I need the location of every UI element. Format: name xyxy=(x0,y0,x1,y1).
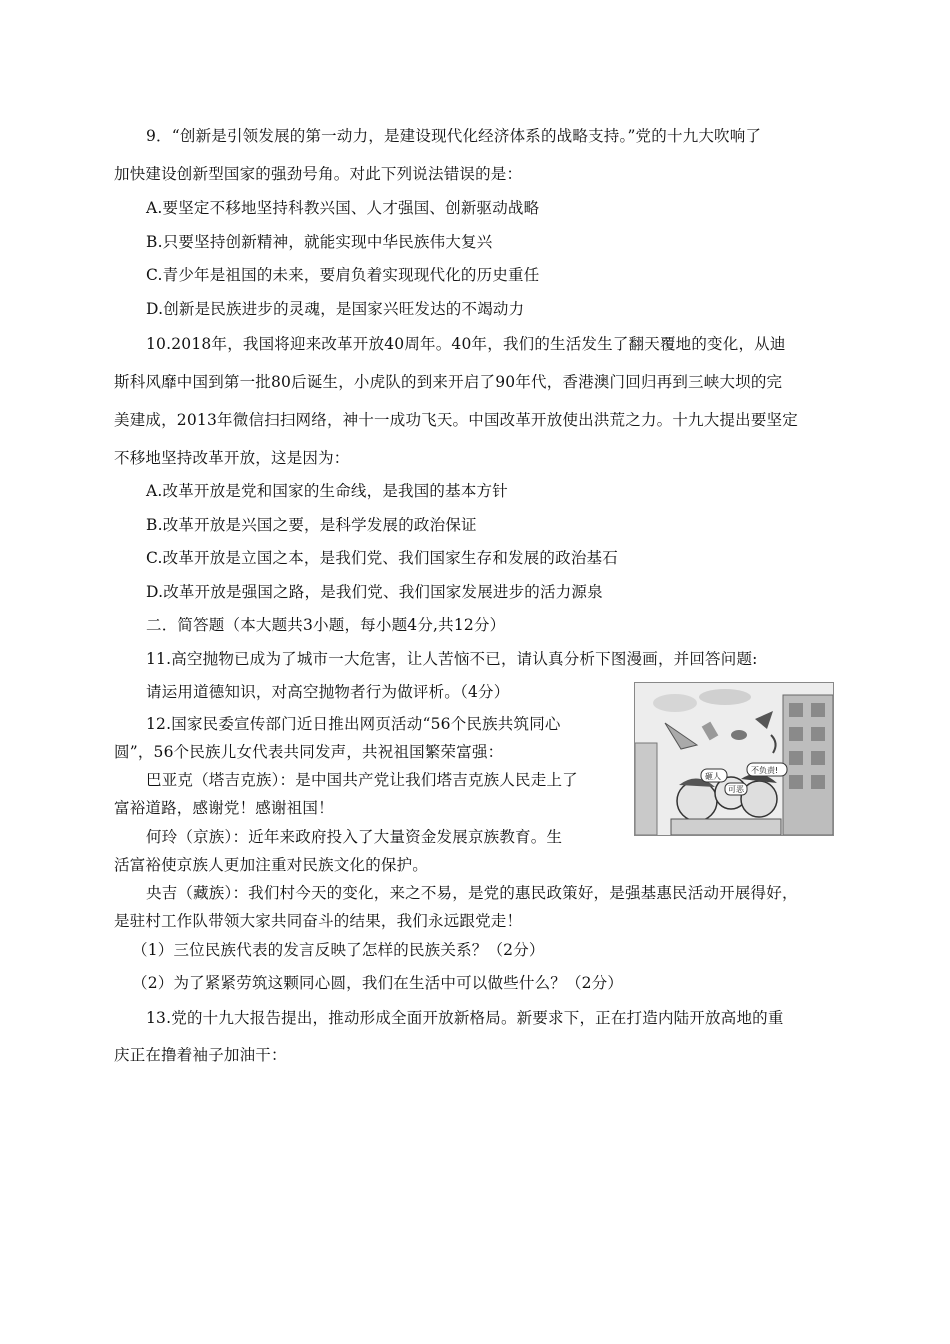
q10-stem-line2: 斯科风靡中国到第一批80后诞生，小虎队的到来开启了90年代，香港澳门回归再到三峡大坝的完 xyxy=(114,373,783,391)
q13-stem-line1: 13.党的十九大报告提出，推动形成全面开放新格局。新要求下，正在打造内陆开放高地的重 xyxy=(146,1009,784,1027)
q10-option-d: D.改革开放是强国之路，是我们党、我们国家发展进步的活力源泉 xyxy=(146,583,603,601)
q9-option-c: C.青少年是祖国的未来，要肩负着实现现代化的历史重任 xyxy=(146,266,540,284)
cartoon-label-3: 可恶 xyxy=(728,785,744,794)
q12-quote3-line1: 央吉（藏族）：我们村今天的变化，来之不易，是党的惠民政策好，是强基惠民活动开展得好， xyxy=(146,884,798,902)
q9-option-b: B.只要坚持创新精神，就能实现中华民族伟大复兴 xyxy=(146,233,493,251)
q10-option-c: C.改革开放是立国之本，是我们党、我们国家生存和发展的政治基石 xyxy=(146,549,618,567)
q12-quote3-line2: 是驻村工作队带领大家共同奋斗的结果，我们永远跟党走！ xyxy=(114,912,523,930)
q9-stem-line1: 9．“创新是引领发展的第一动力，是建设现代化经济体系的战略支持。”党的十九大吹响了 xyxy=(146,127,762,145)
q12-stem-line1: 12.国家民委宣传部门近日推出网页活动“56个民族共筑同心 xyxy=(146,715,561,733)
q10-stem-line1: 10.2018年，我国将迎来改革开放40周年。40年，我们的生活发生了翻天覆地的变化，从迪 xyxy=(146,335,786,353)
q10-option-a: A.改革开放是党和国家的生命线，是我国的基本方针 xyxy=(146,482,508,500)
cartoon-drawing xyxy=(635,683,833,835)
high-altitude-throwing-cartoon xyxy=(634,682,834,836)
cartoon-label-1: 砸人 xyxy=(705,772,721,781)
q10-option-b: B.改革开放是兴国之要，是科学发展的政治保证 xyxy=(146,516,477,534)
q9-option-d: D.创新是民族进步的灵魂，是国家兴旺发达的不竭动力 xyxy=(146,300,525,318)
q12-subquestion-2: （2）为了紧紧劳筑这颗同心圆，我们在生活中可以做些什么？（2分） xyxy=(132,974,624,992)
q12-stem-line2: 圆”，56个民族儿女代表共同发声，共祝祖国繁荣富强： xyxy=(114,743,504,761)
q13-stem-line2: 庆正在撸着袖子加油干： xyxy=(114,1046,287,1064)
q12-quote2-line1: 何玲（京族）：近年来政府投入了大量资金发展京族教育。生 xyxy=(146,828,563,846)
section-heading: 二．简答题（本大题共3小题，每小题4分,共12分） xyxy=(146,616,506,634)
q11-stem: 11.高空抛物已成为了城市一大危害，让人苦恼不已，请认真分析下图漫画，并回答问题: xyxy=(146,650,758,668)
q12-quote1-line2: 富裕道路，感谢党！感谢祖国！ xyxy=(114,799,334,817)
q12-quote1-line1: 巴亚克（塔吉克族）：是中国共产党让我们塔吉克族人民走上了 xyxy=(146,771,578,789)
q10-stem-line3: 美建成，2013年微信扫扫网络，神十一成功飞天。中国改革开放使出洪荒之力。十九大提出要坚定 xyxy=(114,411,798,429)
q12-quote2-line2: 活富裕使京族人更加注重对民族文化的保护。 xyxy=(114,856,429,874)
q12-subquestion-1: （1）三位民族代表的发言反映了怎样的民族关系？（2分） xyxy=(132,941,545,959)
q9-stem-line2: 加快建设创新型国家的强劲号角。对此下列说法错误的是： xyxy=(114,165,523,183)
q9-option-a: A.要坚定不移地坚持科教兴国、人才强国、创新驱动战略 xyxy=(146,199,540,217)
cartoon-label-2: 不负责! xyxy=(751,766,779,775)
q11-question: 请运用道德知识，对高空抛物者行为做评析。（4分） xyxy=(146,683,510,701)
q10-stem-line4: 不移地坚持改革开放，这是因为： xyxy=(114,449,350,467)
